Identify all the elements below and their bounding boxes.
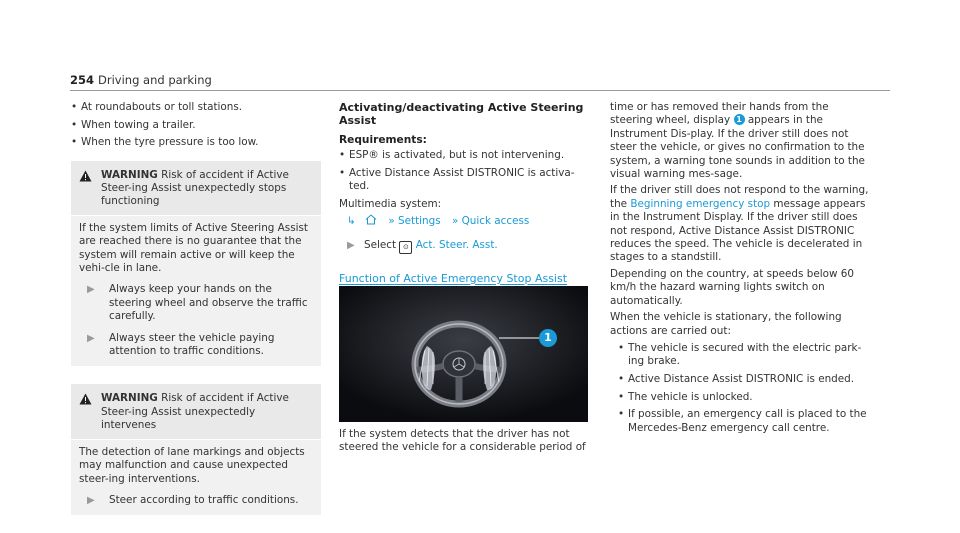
page-section-title: Driving and parking <box>98 73 212 87</box>
warning-title: WARNING <box>101 168 158 181</box>
list-item: • The vehicle is unlocked. <box>618 391 872 404</box>
instruction-step: ▶ Select ⊙ Act. Steer. Asst. <box>339 239 591 254</box>
step-arrow-icon: ▶ <box>87 332 95 344</box>
left-column <box>71 101 323 515</box>
double-chevron-icon: » <box>451 215 459 228</box>
instruction-step: ▶ Always steer the vehicle paying attention to traffic conditions. <box>79 332 313 359</box>
warning-text: Risk of accident if Active Steer-ing Assist unexpectedly intervenes <box>101 392 289 432</box>
section-heading: Activating/deactivating Active Steering Assist <box>339 101 584 128</box>
list-item: • If possible, an emergency call is placed to the Mercedes-Benz emergency call centre. <box>618 408 872 435</box>
menu-act-steer-asst: Act. Steer. Asst. <box>415 238 498 251</box>
steering-wheel-illustration <box>339 286 588 422</box>
step-arrow-icon: ▶ <box>87 494 95 506</box>
stationary-actions-list <box>610 342 872 435</box>
steering-assist-icon: ⊙ <box>399 241 412 254</box>
instruction-step: ▶ Always keep your hands on the steering wheel and observe the traffic carefully. <box>79 283 313 323</box>
paragraph: If the driver still does not respond to the warning, the Beginning emergency stop message appears in the Instrument Display. If the driver still does not respond, Active Distance Assist DISTRONIC reduces the speed. The vehicle is decelerated in stages to a standstill. <box>610 184 869 264</box>
warning-triangle-icon <box>79 169 101 209</box>
header-divider <box>70 90 890 91</box>
list-item: • At roundabouts or toll stations. <box>71 101 323 114</box>
warning-box-intervenes <box>71 384 321 515</box>
warning-text: Risk of accident if Active Steer-ing Assist unexpectedly stops functioning <box>101 168 289 208</box>
callout-badge: 1 <box>539 329 557 347</box>
menu-settings: Settings <box>398 215 441 228</box>
double-chevron-icon: » <box>388 215 395 228</box>
requirements-label: Requirements: <box>339 133 427 146</box>
step-arrow-icon: ▶ <box>347 239 355 251</box>
list-item: • Active Distance Assist DISTRONIC is activa-ted. <box>339 167 591 194</box>
middle-column <box>339 101 591 290</box>
menu-quick-access: Quick access <box>461 215 530 228</box>
paragraph: time or has removed their hands from the steering wheel, display 1 appears in the Instrument Dis-play. If the driver still does not steer the vehicle, or gives no confirmation to the system, a warning tone sounds in addition to the visual warning mes-sage. <box>610 101 865 181</box>
warning-body: If the system limits of Active Steering Assist are reached there is no guarantee that the system will remain active or will keep the vehi-cle in lane. <box>79 221 308 275</box>
message-name: Beginning emergency stop <box>630 197 771 210</box>
warning-triangle-icon <box>79 392 101 432</box>
step-arrow-icon: ▶ <box>87 284 95 296</box>
list-item: • Active Distance Assist DISTRONIC is ended. <box>618 373 872 386</box>
page-number: 254 <box>70 73 95 87</box>
home-icon <box>365 215 380 227</box>
path-arrow-icon: ↳ <box>347 215 356 228</box>
instruction-step: ▶ Steer according to traffic conditions. <box>79 494 313 507</box>
function-heading: Function of Active Emergency Stop Assist <box>339 271 568 285</box>
list-item: • The vehicle is secured with the electric park-ing brake. <box>618 342 872 369</box>
multimedia-label: Multimedia system: <box>339 197 442 210</box>
warning-body: The detection of lane markings and objects may malfunction and cause unexpected steer-ing interventions. <box>79 445 305 485</box>
list-item: • ESP® is activated, but is not intervening. <box>339 149 591 162</box>
display-callout-badge: 1 <box>734 114 745 125</box>
function-paragraph: If the system detects that the driver has not steered the vehicle for a considerable period of <box>339 428 586 454</box>
condition-list <box>71 101 323 150</box>
requirements-list <box>339 149 591 193</box>
warning-box-stops-functioning <box>71 161 321 367</box>
list-item: • When the tyre pressure is too low. <box>71 136 323 149</box>
warning-title: WARNING <box>101 392 158 405</box>
list-item: • When towing a trailer. <box>71 119 323 132</box>
right-column <box>610 101 872 439</box>
paragraph: When the vehicle is stationary, the following actions are carried out: <box>610 311 842 337</box>
navigation-path <box>339 214 591 228</box>
paragraph: Depending on the country, at speeds below 60 km/h the hazard warning lights switch on automatically. <box>610 267 854 307</box>
